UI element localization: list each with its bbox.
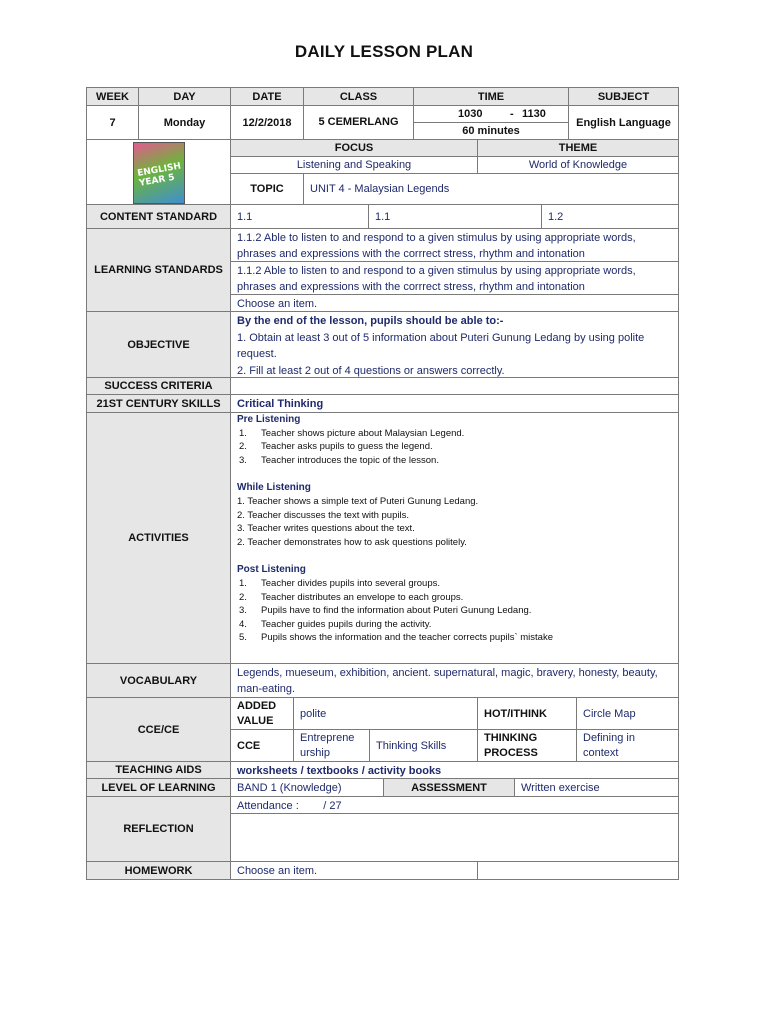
hot-ithink-value: Circle Map <box>576 697 679 730</box>
level-value: BAND 1 (Knowledge) <box>230 778 384 797</box>
cce-sub-label: CCE <box>230 729 294 762</box>
class-header: CLASS <box>303 87 414 106</box>
reflection-label: REFLECTION <box>86 796 231 862</box>
teaching-aids-label: TEACHING AIDS <box>86 761 231 779</box>
cce-label: CCE/CE <box>86 697 231 762</box>
reflection-field[interactable] <box>230 813 679 862</box>
learning-standard-2: 1.1.2 Able to listen to and respond to a given stimulus by using appropriate words, phrases and expressions with the corrrect stress, rhythm and intonation <box>230 261 679 295</box>
date-header: DATE <box>230 87 304 106</box>
learning-standards-label: LEARNING STANDARDS <box>86 228 231 312</box>
day-value: Monday <box>138 105 231 140</box>
list-item: 4. Teacher guides pupils during the activity. <box>239 618 432 630</box>
thinking-process-value: Defining in context <box>576 729 679 762</box>
list-item: 1. Teacher shows a simple text of Puteri Gunung Ledang. <box>237 495 479 507</box>
content-standard-1: 1.1 <box>230 204 369 229</box>
list-item: 2. Teacher discusses the text with pupils. <box>237 509 409 521</box>
skills-value: Critical Thinking <box>230 394 679 413</box>
assessment-value: Written exercise <box>514 778 679 797</box>
teaching-aids-value: worksheets / textbooks / activity books <box>230 761 679 779</box>
content-standard-label: CONTENT STANDARD <box>86 204 231 229</box>
list-item: 3. Teacher writes questions about the text. <box>237 523 415 535</box>
activities-label: ACTIVITIES <box>86 412 231 664</box>
objective-intro: By the end of the lesson, pupils should be able to:- <box>237 315 504 327</box>
list-item: 2. Teacher distributes an envelope to each groups. <box>239 591 464 603</box>
level-label: LEVEL OF LEARNING <box>86 778 231 797</box>
pre-listening-heading: Pre Listening <box>237 414 301 425</box>
thinking-process-label: THINKING PROCESS <box>477 729 577 762</box>
learning-standard-1: 1.1.2 Able to listen to and respond to a given stimulus by using appropriate words, phrases and expressions with the corrrect stress, rhythm and intonation <box>230 228 679 262</box>
cce-value-2: Thinking Skills <box>369 729 478 762</box>
success-criteria-value <box>230 377 679 395</box>
objective-item-1: 1. Obtain at least 3 out of 5 information about Puteri Gunung Ledang by using polite request. <box>237 331 645 360</box>
objective-label: OBJECTIVE <box>86 311 231 378</box>
time-header: TIME <box>413 87 569 106</box>
time-start: 1030 <box>458 108 483 120</box>
list-item: 5. Pupils shows the information and the teacher corrects pupils` mistake <box>239 632 553 644</box>
homework-extra <box>477 861 679 880</box>
list-item: 2. Teacher asks pupils to guess the legend. <box>239 441 433 453</box>
vocabulary-value: Legends, mueseum, exhibition, ancient. supernatural, magic, bravery, honesty, beauty, man-eating. <box>230 663 679 698</box>
week-value: 7 <box>86 105 139 140</box>
time-end: 1130 <box>522 108 546 120</box>
textbook-cover-image: ENGLISH YEAR 5 <box>133 142 185 204</box>
time-range <box>413 105 569 123</box>
list-item: 2. Teacher demonstrates how to ask questions politely. <box>237 536 467 548</box>
learning-standard-3: Choose an item. <box>230 294 679 312</box>
cce-value: Entreprene urship <box>293 729 370 762</box>
added-value: polite <box>293 697 478 730</box>
topic-label: TOPIC <box>230 173 304 205</box>
content-standard-2: 1.1 <box>368 204 542 229</box>
list-item: 3. Teacher introduces the topic of the lesson. <box>239 454 439 466</box>
objective-content <box>230 311 679 378</box>
page-title: DAILY LESSON PLAN <box>294 42 474 61</box>
vocabulary-label: VOCABULARY <box>86 663 231 698</box>
assessment-label: ASSESSMENT <box>383 778 515 797</box>
list-item: 1. Teacher divides pupils into several groups. <box>239 577 441 589</box>
date-value: 12/2/2018 <box>230 105 304 140</box>
week-header: WEEK <box>86 87 139 106</box>
attendance-field[interactable]: Attendance : / 27 <box>230 796 679 814</box>
list-item: 3. Pupils have to find the information about Puteri Gunung Ledang. <box>239 605 532 617</box>
subject-value: English Language <box>568 105 679 140</box>
content-standard-3: 1.2 <box>541 204 679 229</box>
duration-value: 60 minutes <box>413 122 569 140</box>
skills-label: 21ST CENTURY SKILLS <box>86 394 231 413</box>
activities-content <box>230 412 679 664</box>
day-header: DAY <box>138 87 231 106</box>
list-item: 1. Teacher shows picture about Malaysian Legend. <box>239 427 465 439</box>
homework-label: HOMEWORK <box>86 861 231 880</box>
homework-value[interactable]: Choose an item. <box>230 861 478 880</box>
subject-header: SUBJECT <box>568 87 679 106</box>
time-dash: - <box>510 108 514 120</box>
added-value-label: ADDED VALUE <box>230 697 294 730</box>
while-listening-heading: While Listening <box>237 482 311 494</box>
topic-value: UNIT 4 - Malaysian Legends <box>303 173 679 205</box>
class-value: 5 CEMERLANG <box>303 105 414 140</box>
theme-header: THEME <box>477 139 679 157</box>
theme-value: World of Knowledge <box>477 156 679 174</box>
post-listening-heading: Post Listening <box>237 564 306 576</box>
focus-value: Listening and Speaking <box>230 156 478 174</box>
hot-ithink-label: HOT/ITHINK <box>477 697 577 730</box>
success-criteria-label: SUCCESS CRITERIA <box>86 377 231 395</box>
focus-header: FOCUS <box>230 139 478 157</box>
objective-item-2: 2. Fill at least 2 out of 4 questions or answers correctly. <box>237 364 505 377</box>
